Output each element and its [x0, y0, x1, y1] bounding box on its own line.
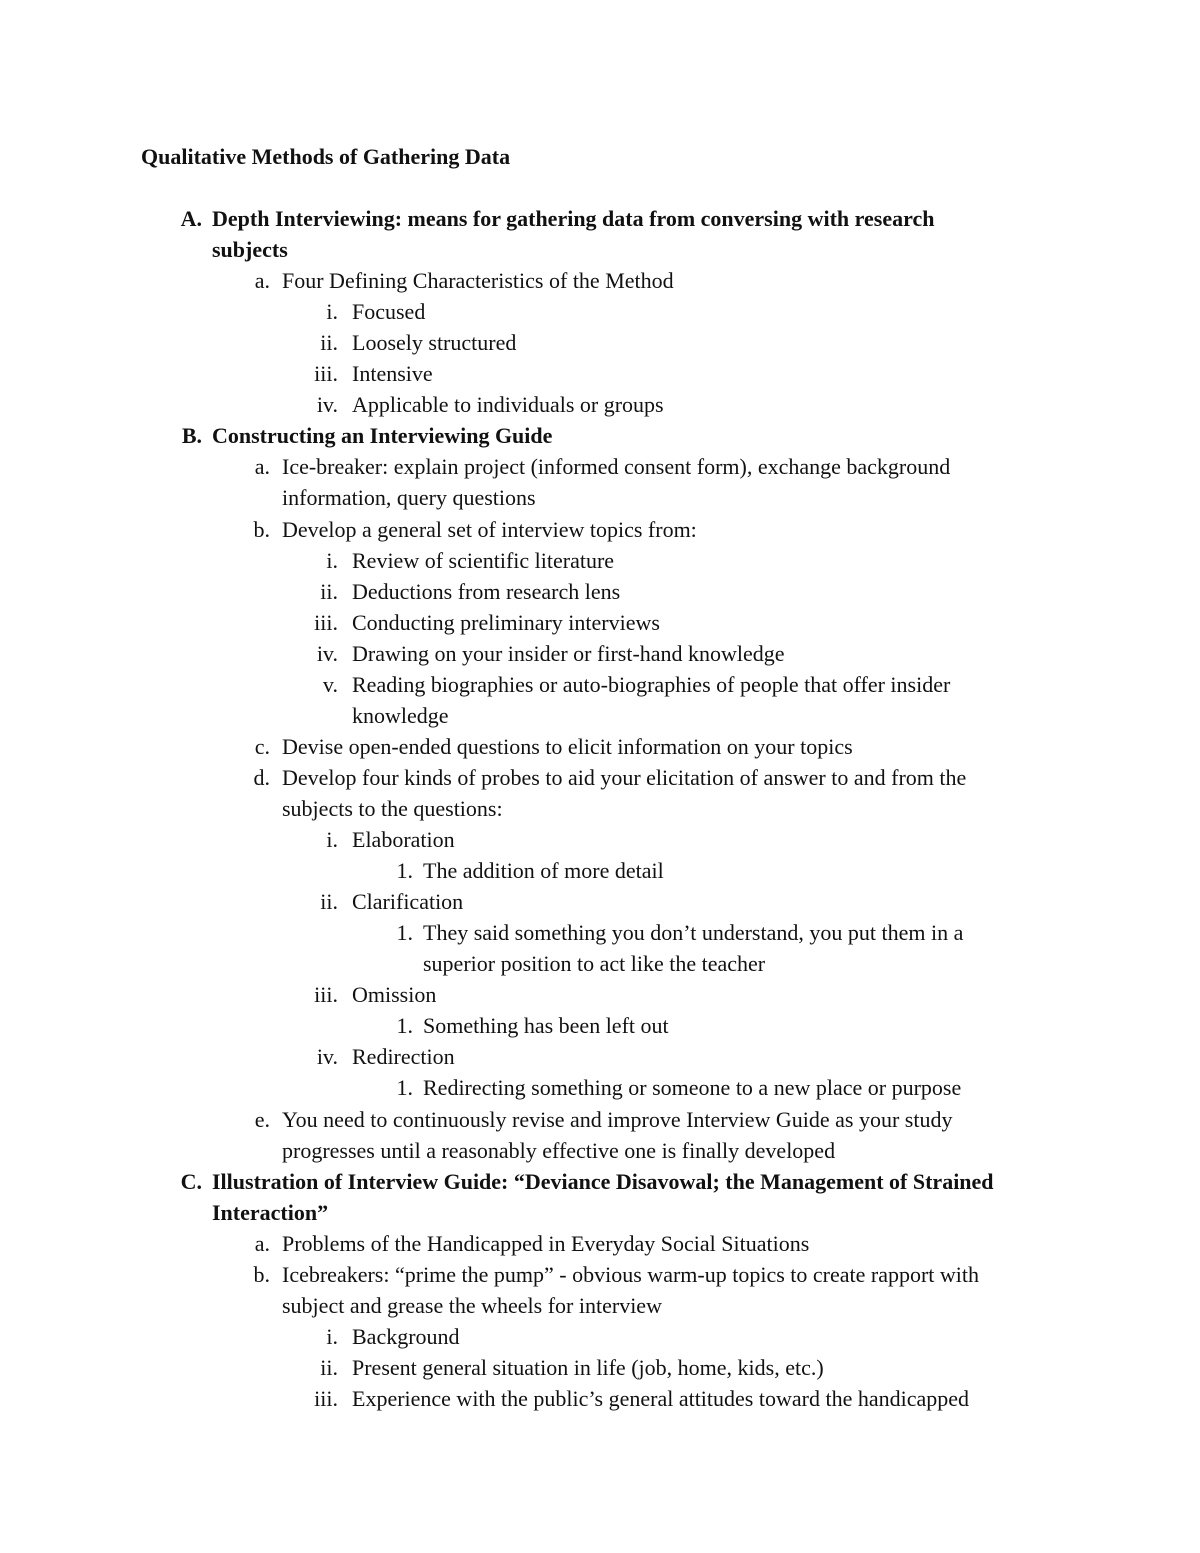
outline-marker: iii. — [314, 1385, 338, 1411]
outline-marker: i. — [326, 299, 338, 325]
outline-line — [316, 1041, 455, 1072]
outline-text: information, query questions — [282, 485, 536, 511]
outline-text: Devise open-ended questions to elicit information on your topics — [282, 733, 853, 759]
outline-line — [254, 451, 951, 482]
outline-marker: e. — [254, 1106, 270, 1132]
outline-text: Redirecting something or someone to a new place or purpose — [423, 1075, 962, 1101]
outline-line — [253, 762, 967, 793]
outline-text: subjects to the questions: — [282, 796, 503, 821]
outline-line — [314, 1383, 969, 1414]
outline-marker: 1. — [396, 1013, 413, 1039]
outline-marker: ii. — [320, 1354, 338, 1380]
outline-marker: 1. — [396, 1075, 413, 1101]
outline-line — [320, 886, 464, 917]
outline-text: Review of scientific literature — [352, 547, 615, 573]
outline-text: Interaction” — [212, 1199, 329, 1225]
outline-text: They said something you don’t understand, you put them in a — [423, 920, 964, 946]
outline-marker: b. — [253, 1261, 270, 1287]
outline-text: Experience with the public’s general attitudes toward the handicapped — [352, 1385, 969, 1411]
outline-marker: i. — [326, 547, 338, 573]
outline-line — [326, 1321, 460, 1352]
outline-text: Depth Interviewing: means for gathering data from conversing with research — [212, 206, 935, 231]
outline-text: Present general situation in life (job, home, kids, etc.) — [352, 1354, 824, 1380]
outline-text: Develop four kinds of probes to aid your elicitation of answer to and from the — [282, 764, 967, 790]
outline-marker: d. — [253, 764, 270, 790]
outline-marker: B. — [181, 423, 202, 449]
document-title: Qualitative Methods of Gathering Data — [141, 144, 511, 169]
outline-marker: iii. — [314, 361, 338, 387]
outline-line — [181, 420, 553, 451]
outline-line — [212, 1197, 328, 1228]
outline-marker: A. — [180, 206, 202, 231]
outline-text: Omission — [352, 982, 437, 1008]
outline-line — [282, 1135, 835, 1166]
outline-marker: b. — [253, 516, 270, 542]
outline-line — [320, 1352, 824, 1383]
outline-text: Something has been left out — [423, 1013, 669, 1039]
outline-line — [396, 1072, 962, 1103]
outline-text: Reading biographies or auto-biographies of people that offer insider — [352, 671, 951, 697]
outline-marker: iii. — [314, 609, 338, 635]
outline-text: Loosely structured — [352, 330, 517, 356]
outline-text: Redirection — [352, 1044, 455, 1070]
outline-line — [253, 1259, 980, 1290]
outline-text: Applicable to individuals or groups — [352, 392, 664, 418]
outline-text: Background — [352, 1323, 460, 1349]
outline-text: Clarification — [352, 889, 464, 915]
outline-text: subjects — [212, 237, 288, 263]
outline-marker: iii. — [314, 982, 338, 1008]
outline-text: Illustration of Interview Guide: “Deviance Disavowal; the Management of Strained — [212, 1168, 994, 1194]
outline-line — [314, 979, 437, 1010]
outline-line — [316, 389, 664, 420]
outline-text: Four Defining Characteristics of the Method — [282, 268, 674, 294]
outline-marker: 1. — [396, 920, 413, 946]
outline-marker: iv. — [316, 392, 338, 418]
outline-text: You need to continuously revise and improve Interview Guide as your study — [282, 1106, 953, 1132]
outline-text: subject and grease the wheels for interview — [282, 1292, 662, 1318]
outline-line — [314, 358, 433, 389]
outline-line — [326, 296, 426, 327]
outline-marker: ii. — [320, 578, 338, 604]
outline-line — [282, 1290, 662, 1321]
outline-line — [282, 793, 503, 824]
outline-line — [316, 638, 785, 669]
outline-text: Intensive — [352, 361, 433, 387]
outline-text: Ice-breaker: explain project (informed consent form), exchange background — [282, 454, 951, 480]
outline-line — [253, 514, 697, 545]
outline-marker: c. — [254, 733, 270, 759]
outline-text: progresses until a reasonably effective one is finally developed — [282, 1137, 836, 1163]
outline-text: Focused — [352, 299, 426, 325]
outline-line — [396, 855, 664, 886]
outline-line — [352, 700, 449, 731]
outline-line — [282, 482, 536, 513]
outline-marker: ii. — [320, 889, 338, 915]
outline-marker: iv. — [316, 640, 338, 666]
outline-text: The addition of more detail — [423, 858, 664, 884]
outline-text: Constructing an Interviewing Guide — [212, 423, 553, 449]
outline-marker: iv. — [316, 1044, 338, 1070]
outline-text: Icebreakers: “prime the pump” - obvious warm-up topics to create rapport with — [282, 1261, 980, 1287]
outline-line — [396, 1010, 669, 1041]
outline-line — [254, 1104, 953, 1135]
outline-line — [423, 948, 765, 979]
outline-line — [254, 731, 853, 762]
outline-line — [326, 545, 615, 576]
outline-text: Conducting preliminary interviews — [352, 609, 660, 635]
outline-text: Problems of the Handicapped in Everyday Social Situations — [282, 1230, 810, 1256]
outline-line — [396, 917, 964, 948]
outline-text: Deductions from research lens — [352, 578, 621, 604]
outline-line — [322, 669, 951, 700]
outline-marker: v. — [322, 671, 338, 697]
outline-text: superior position to act like the teacher — [423, 951, 766, 977]
outline-marker: i. — [326, 1323, 338, 1349]
outline-line — [180, 203, 935, 234]
outline-line — [254, 265, 674, 296]
outline-marker: a. — [254, 454, 270, 480]
outline-text: knowledge — [352, 702, 449, 728]
outline-marker: i. — [326, 827, 338, 852]
outline-marker: a. — [254, 268, 270, 294]
outline-text: Elaboration — [352, 827, 455, 852]
outline-line — [320, 327, 517, 358]
outline-line — [212, 234, 288, 265]
outline-line — [314, 607, 660, 638]
outline-marker: ii. — [320, 330, 338, 356]
outline-text: Develop a general set of interview topics from: — [282, 516, 697, 542]
outline-line — [326, 824, 455, 855]
outline-line — [180, 1166, 994, 1197]
outline-text: Drawing on your insider or first-hand knowledge — [352, 640, 785, 666]
outline-marker: C. — [180, 1168, 202, 1194]
outline-marker: a. — [254, 1230, 270, 1256]
outline-line — [254, 1228, 810, 1259]
outline-line — [320, 576, 621, 607]
outline-marker: 1. — [396, 858, 413, 884]
